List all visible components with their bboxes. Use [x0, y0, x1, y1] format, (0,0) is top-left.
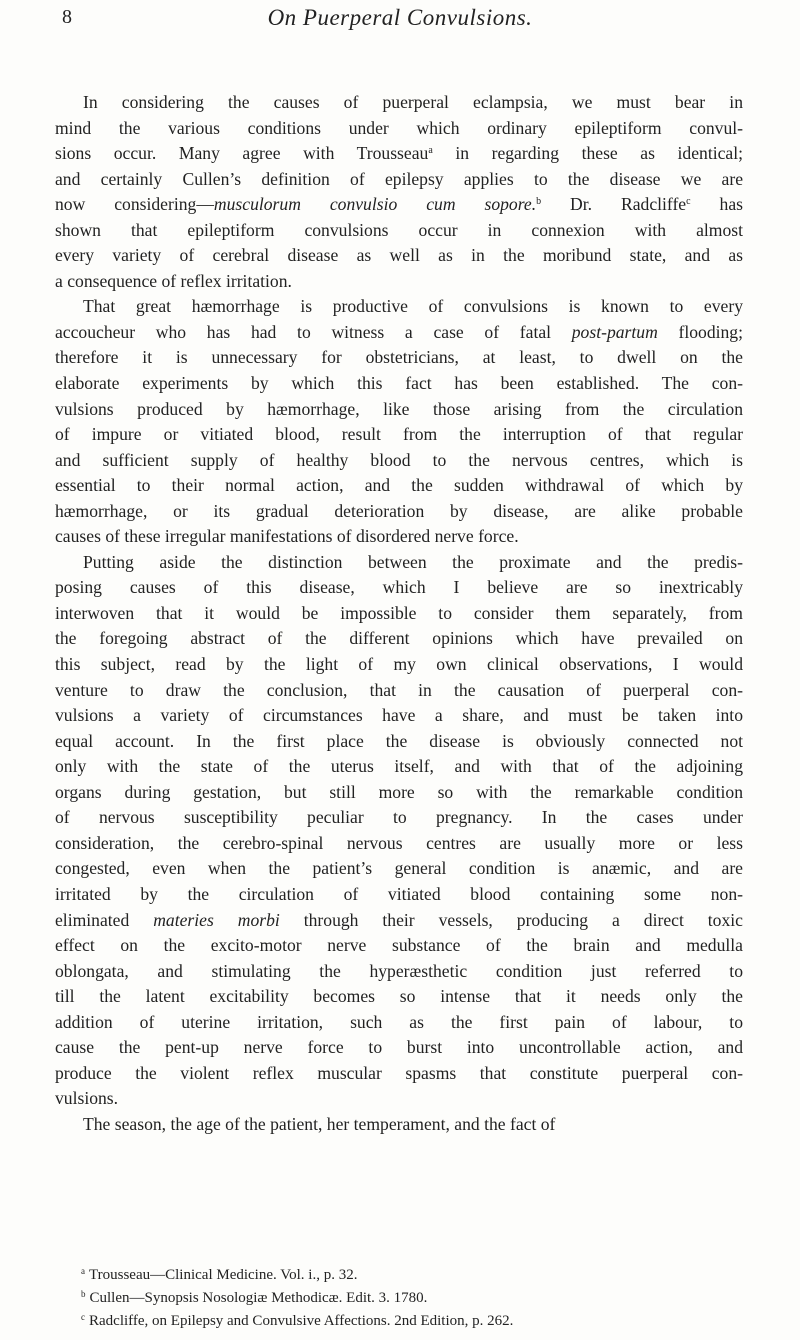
text-line: equal account. In the first place the disease is obviously connected not	[55, 730, 743, 751]
footnote-text: Radcliffe, on Epilepsy and Convulsive Affections. 2nd Edition, p. 262.	[89, 1313, 514, 1329]
text-line: irritated by the circulation of vitiated blood containing some non-	[55, 883, 743, 904]
text-line: and sufficient supply of healthy blood to the nervous centres, which is	[55, 449, 743, 470]
text-line: of nervous susceptibility peculiar to pregnancy. In the cases under	[55, 807, 743, 828]
footnote-text: Trousseau—Clinical Medicine. Vol. i., p. 32.	[89, 1267, 358, 1283]
footnote	[55, 1285, 745, 1308]
text-line: a consequence of reflex irritation.	[55, 270, 292, 291]
footnote-reference: c	[686, 196, 691, 208]
text-line: vulsions.	[55, 1088, 119, 1109]
footnote	[55, 1262, 745, 1285]
text-line: Putting aside the distinction between the proximate and the predis-	[83, 551, 743, 572]
text-line: only with the state of the uterus itself, and with that of the adjoining	[55, 756, 743, 777]
text-line: therefore it is unnecessary for obstetricians, at least, to dwell on the	[55, 347, 743, 368]
text-line: consideration, the cerebro-spinal nervous centres are usually more or less	[55, 832, 743, 853]
body-text	[55, 90, 743, 1137]
text-line: causes of these irregular manifestations of disordered nerve force.	[55, 526, 519, 547]
footnote-mark: a	[81, 1266, 85, 1276]
text-line: cause the pent-up nerve force to burst into uncontrollable action, and	[55, 1037, 743, 1058]
text-line: this subject, read by the light of my own clinical observations, I would	[55, 654, 743, 675]
text-line: every variety of cerebral disease as well as in the moribund state, and as	[55, 245, 743, 266]
text-line: vulsions a variety of circumstances have a share, and must be taken into	[55, 705, 743, 726]
text-line: posing causes of this disease, which I believe are so inextricably	[55, 577, 743, 598]
paragraph	[55, 1112, 743, 1138]
running-title: On Puerperal Convulsions.	[267, 5, 533, 30]
text-line: hæmorrhage, or its gradual deterioration by disease, are alike probable	[55, 500, 743, 521]
text-line: till the latent excitability becomes so intense that it needs only the	[55, 986, 743, 1007]
footnote-mark: b	[81, 1289, 86, 1299]
text-line: oblongata, and stimulating the hyperæsthetic condition just referred to	[55, 960, 743, 981]
page-number: 8	[62, 6, 72, 28]
text-line: vulsions produced by hæmorrhage, like those arising from the circulation	[55, 398, 743, 419]
text-line: shown that epileptiform convulsions occur in connexion with almost	[55, 219, 743, 240]
text-line: now considering—musculorum convulsio cum sopore.$^b$ Dr. Radcliffe$^c$ has	[55, 194, 743, 215]
footnote-text: Cullen—Synopsis Nosologiæ Methodicæ. Edit. 3. 1780.	[89, 1290, 428, 1306]
text-line: interwoven that it would be impossible to consider them separately, from	[55, 602, 743, 623]
text-line: essential to their normal action, and the sudden withdrawal of which by	[55, 475, 743, 496]
text-line: elaborate experiments by which this fact has been established. The con-	[55, 373, 743, 394]
text-line: mind the various conditions under which ordinary epileptiform convul-	[55, 117, 743, 138]
text-line: addition of uterine irritation, such as the first pain of labour, to	[55, 1011, 743, 1032]
text-line: The season, the age of the patient, her temperament, and the fact of	[83, 1113, 556, 1134]
text-line: effect on the excito-motor nerve substance of the brain and medulla	[55, 935, 743, 956]
footnote-mark: c	[81, 1312, 85, 1322]
text-line: organs during gestation, but still more so with the remarkable condition	[55, 781, 743, 802]
text-line: and certainly Cullen’s definition of epilepsy applies to the disease we are	[55, 168, 743, 189]
text-line: venture to draw the conclusion, that in the causation of puerperal con-	[55, 679, 743, 700]
footnote-reference: b	[536, 196, 542, 208]
text-line: sions occur. Many agree with Trousseau$^a$ in regarding these as identical;	[55, 143, 743, 164]
paragraph	[55, 550, 743, 1112]
footnotes	[55, 1262, 745, 1331]
paragraph	[55, 294, 743, 549]
text-line: the foregoing abstract of the different opinions which have prevailed on	[55, 628, 743, 649]
text-line: of impure or vitiated blood, result from the interruption of that regular	[55, 424, 743, 445]
text-line: congested, even when the patient’s general condition is anæmic, and are	[55, 858, 743, 879]
text-line: eliminated materies morbi through their vessels, producing a direct toxic	[55, 909, 743, 930]
footnote	[55, 1308, 745, 1331]
paragraph	[55, 90, 743, 294]
footnote-reference: a	[428, 145, 433, 157]
text-line: produce the violent reflex muscular spasms that constitute puerperal con-	[55, 1062, 743, 1083]
text-line: accoucheur who has had to witness a case of fatal post-partum flooding;	[55, 321, 743, 342]
text-line: That great hæmorrhage is productive of convulsions is known to every	[83, 296, 743, 317]
text-line: In considering the causes of puerperal eclampsia, we must bear in	[83, 92, 743, 112]
